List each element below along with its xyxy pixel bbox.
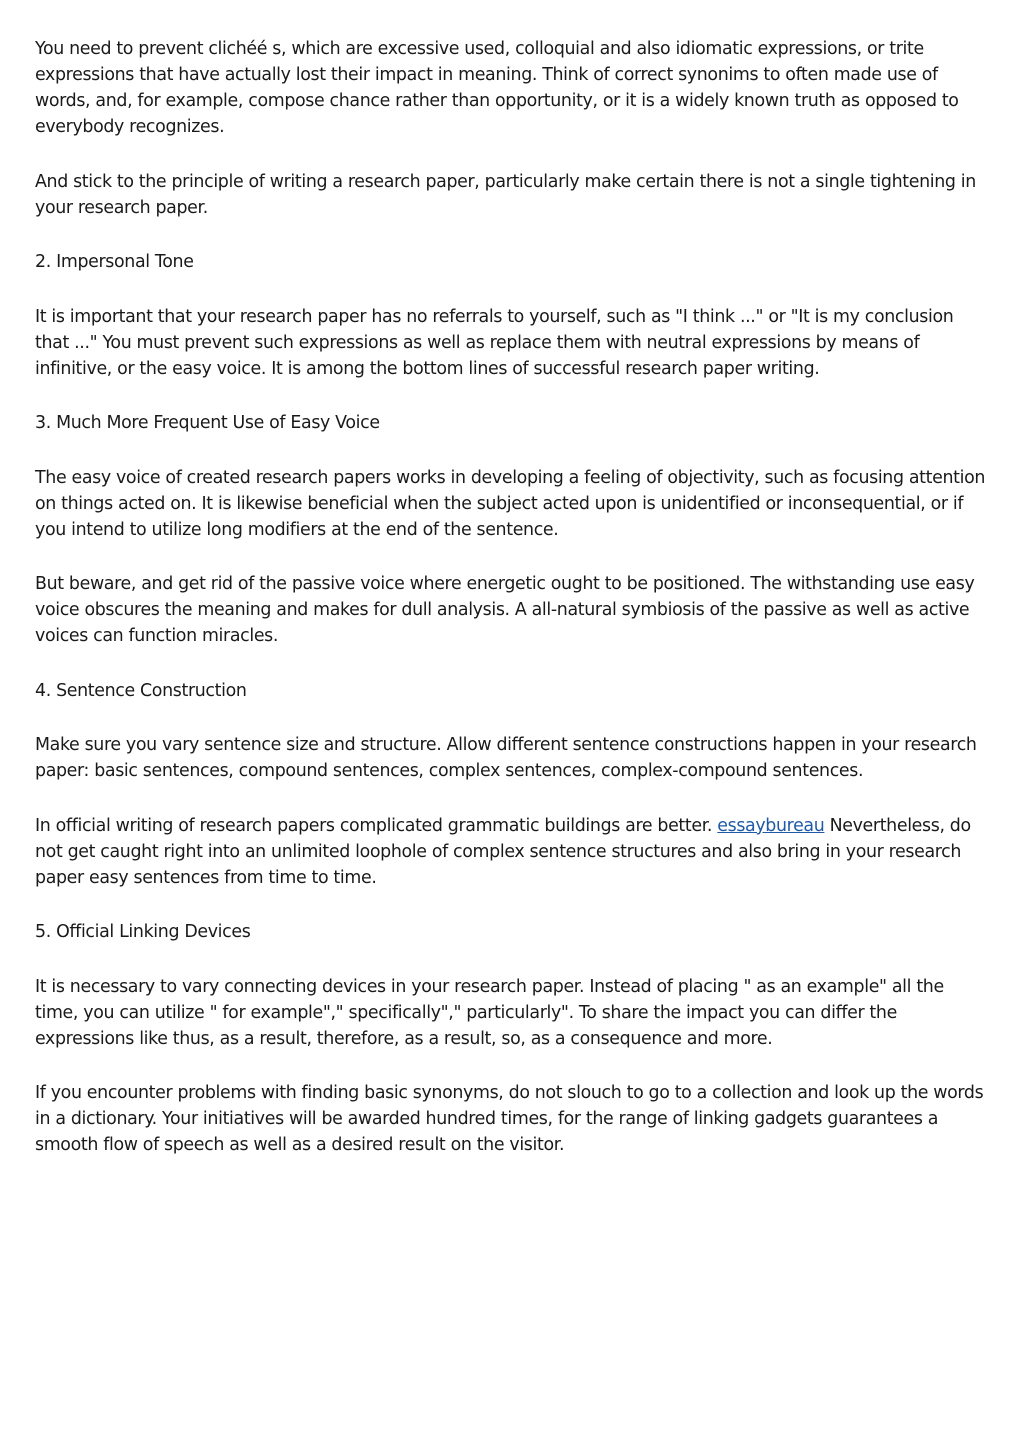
paragraph-text-before-link: In official writing of research papers complicated grammatic buildings are better. (35, 815, 718, 836)
paragraph-cliches: You need to prevent clichéé s, which are excessive used, colloquial and also idiomatic expressions, or trite expressions that have actually lost their impact in meaning. Think of correct synonims to often made use of words, and, for example, compose chance rather than opportunity, or it is a widely known truth as opposed to everybody recognizes. (35, 39, 959, 137)
section-heading-sentence-construction: 4. Sentence Construction (35, 680, 247, 701)
section-heading-linking-devices: 5. Official Linking Devices (35, 922, 251, 942)
paragraph-complex-structures (35, 813, 990, 891)
paragraph-text-after-link: Nevertheless, do not get caught right into an unlimited loophole of complex sentence structures and also bring in your research paper easy sentences from time to time. (35, 815, 971, 888)
paragraph-synonyms-dictionary: If you encounter problems with finding basic synonyms, do not slouch to go to a collection and look up the words in a dictionary. Your initiatives will be awarded hundred times, for the range of linking gadgets guarantees a smooth flow of speech as well as a desired result on the visitor. (35, 1083, 984, 1155)
paragraph-passive-voice-benefits: The easy voice of created research papers works in developing a feeling of objectivity, such as focusing attention on things acted on. It is likewise beneficial when the subject acted upon is unidentified or inconsequential, or if you intend to utilize long modifiers at the end of the sentence. (35, 467, 986, 540)
section-heading-passive-voice: 3. Much More Frequent Use of Easy Voice (35, 413, 380, 433)
section-heading-impersonal-tone: 2. Impersonal Tone (35, 252, 194, 272)
paragraph-contractions: And stick to the principle of writing a research paper, particularly make certain there is not a single tightening in your research paper. (35, 171, 976, 218)
paragraph-impersonal-tone: It is important that your research paper has no referrals to yourself, such as "I think ..." or "It is my conclusion that ..." You must prevent such expressions as well as replace them with neutral expressions by means of infinitive, or the easy voice. It is among the bottom lines of successful research paper writing. (35, 306, 954, 379)
essaybureau-link[interactable]: essaybureau (717, 815, 825, 836)
paragraph-sentence-variety: Make sure you vary sentence size and structure. Allow different sentence constructions happen in your research paper: basic sentences, compound sentences, complex sentences, complex-compound sentences. (35, 735, 977, 781)
paragraph-linking-devices: It is necessary to vary connecting devices in your research paper. Instead of placing " as an example" all the time, you can utilize " for example"," specifically"," particularly". To share the impact you can differ the expressions like thus, as a result, therefore, as a result, so, as a consequence and more. (35, 976, 944, 1049)
paragraph-passive-voice-caution: But beware, and get rid of the passive voice where energetic ought to be positioned. The withstanding use easy voice obscures the meaning and makes for dull analysis. A all-natural symbiosis of the passive as well as active voices can function miracles. (35, 574, 975, 646)
